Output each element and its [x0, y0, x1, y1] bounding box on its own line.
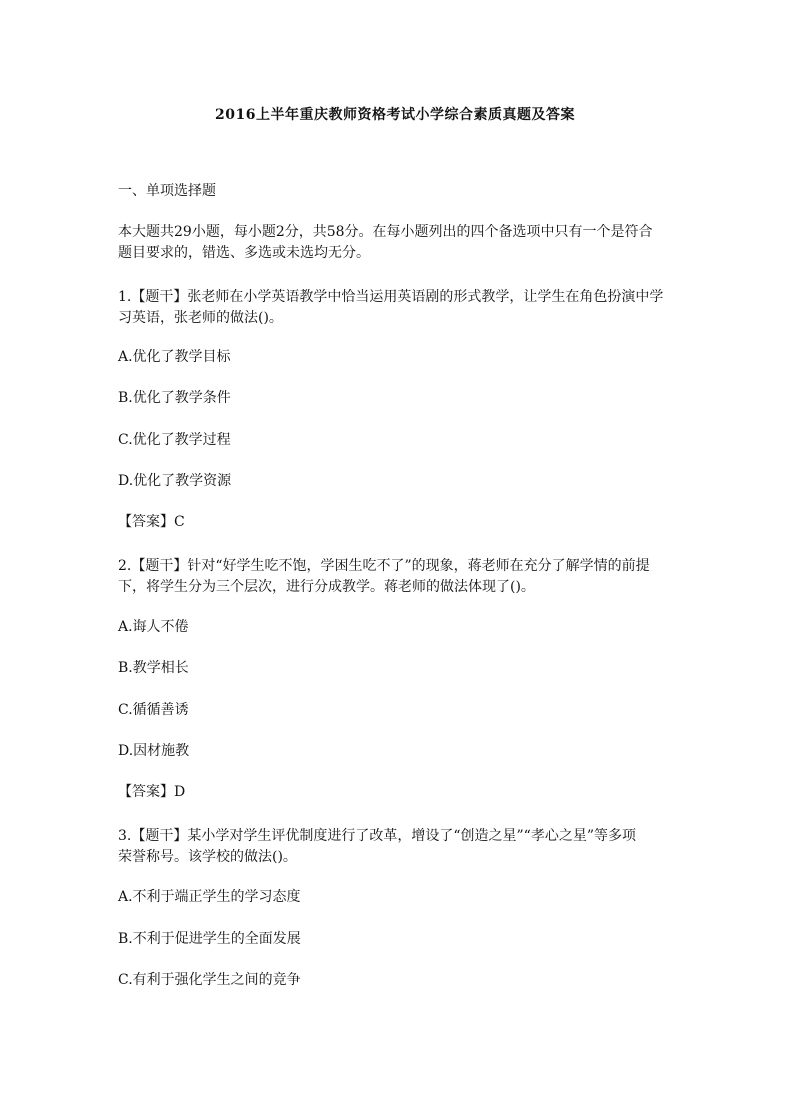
- question-1-stem-cont: 习英语，张老师的做法()。: [118, 310, 283, 326]
- section-heading: 一、单项选择题: [118, 183, 216, 199]
- question-3-option-a: A.不利于端正学生的学习态度: [118, 889, 301, 905]
- instructions-line: 本大题共29小题，每小题2分，共58分。在每小题列出的四个备选项中只有一个是符合: [118, 224, 653, 240]
- question-2-stem-cont: 下，将学生分为三个层次，进行分成教学。蒋老师的做法体现了()。: [118, 579, 535, 595]
- question-3-stem: 3.【题干】某小学对学生评优制度进行了改革，增设了“创造之星”“孝心之星”等多项: [118, 828, 636, 844]
- question-3-stem-cont: 荣誉称号。该学校的做法()。: [118, 849, 297, 865]
- question-1-answer: 【答案】C: [118, 514, 185, 530]
- question-3-option-c: C.有利于强化学生之间的竞争: [118, 972, 301, 988]
- question-1-option-d: D.优化了教学资源: [118, 473, 232, 489]
- question-2-option-a: A.诲人不倦: [118, 619, 189, 635]
- question-1-option-c: C.优化了教学过程: [118, 432, 231, 448]
- question-1-option-a: A.优化了教学目标: [118, 349, 231, 365]
- question-1-stem: 1.【题干】张老师在小学英语教学中恰当运用英语剧的形式教学，让学生在角色扮演中学: [118, 289, 664, 305]
- document-title: 2016上半年重庆教师资格考试小学综合素质真题及答案: [215, 107, 575, 123]
- question-2-option-c: C.循循善诱: [118, 702, 189, 718]
- question-1-option-b: B.优化了教学条件: [118, 390, 231, 406]
- question-3-option-b: B.不利于促进学生的全面发展: [118, 931, 301, 947]
- question-2-answer: 【答案】D: [118, 784, 186, 800]
- instructions-line: 题目要求的，错选、多选或未选均无分。: [118, 245, 370, 261]
- question-2-option-d: D.因材施教: [118, 743, 190, 759]
- question-2-stem: 2.【题干】针对“好学生吃不饱，学困生吃不了”的现象，蒋老师在充分了解学情的前提: [118, 558, 650, 574]
- question-2-option-b: B.教学相长: [118, 660, 189, 676]
